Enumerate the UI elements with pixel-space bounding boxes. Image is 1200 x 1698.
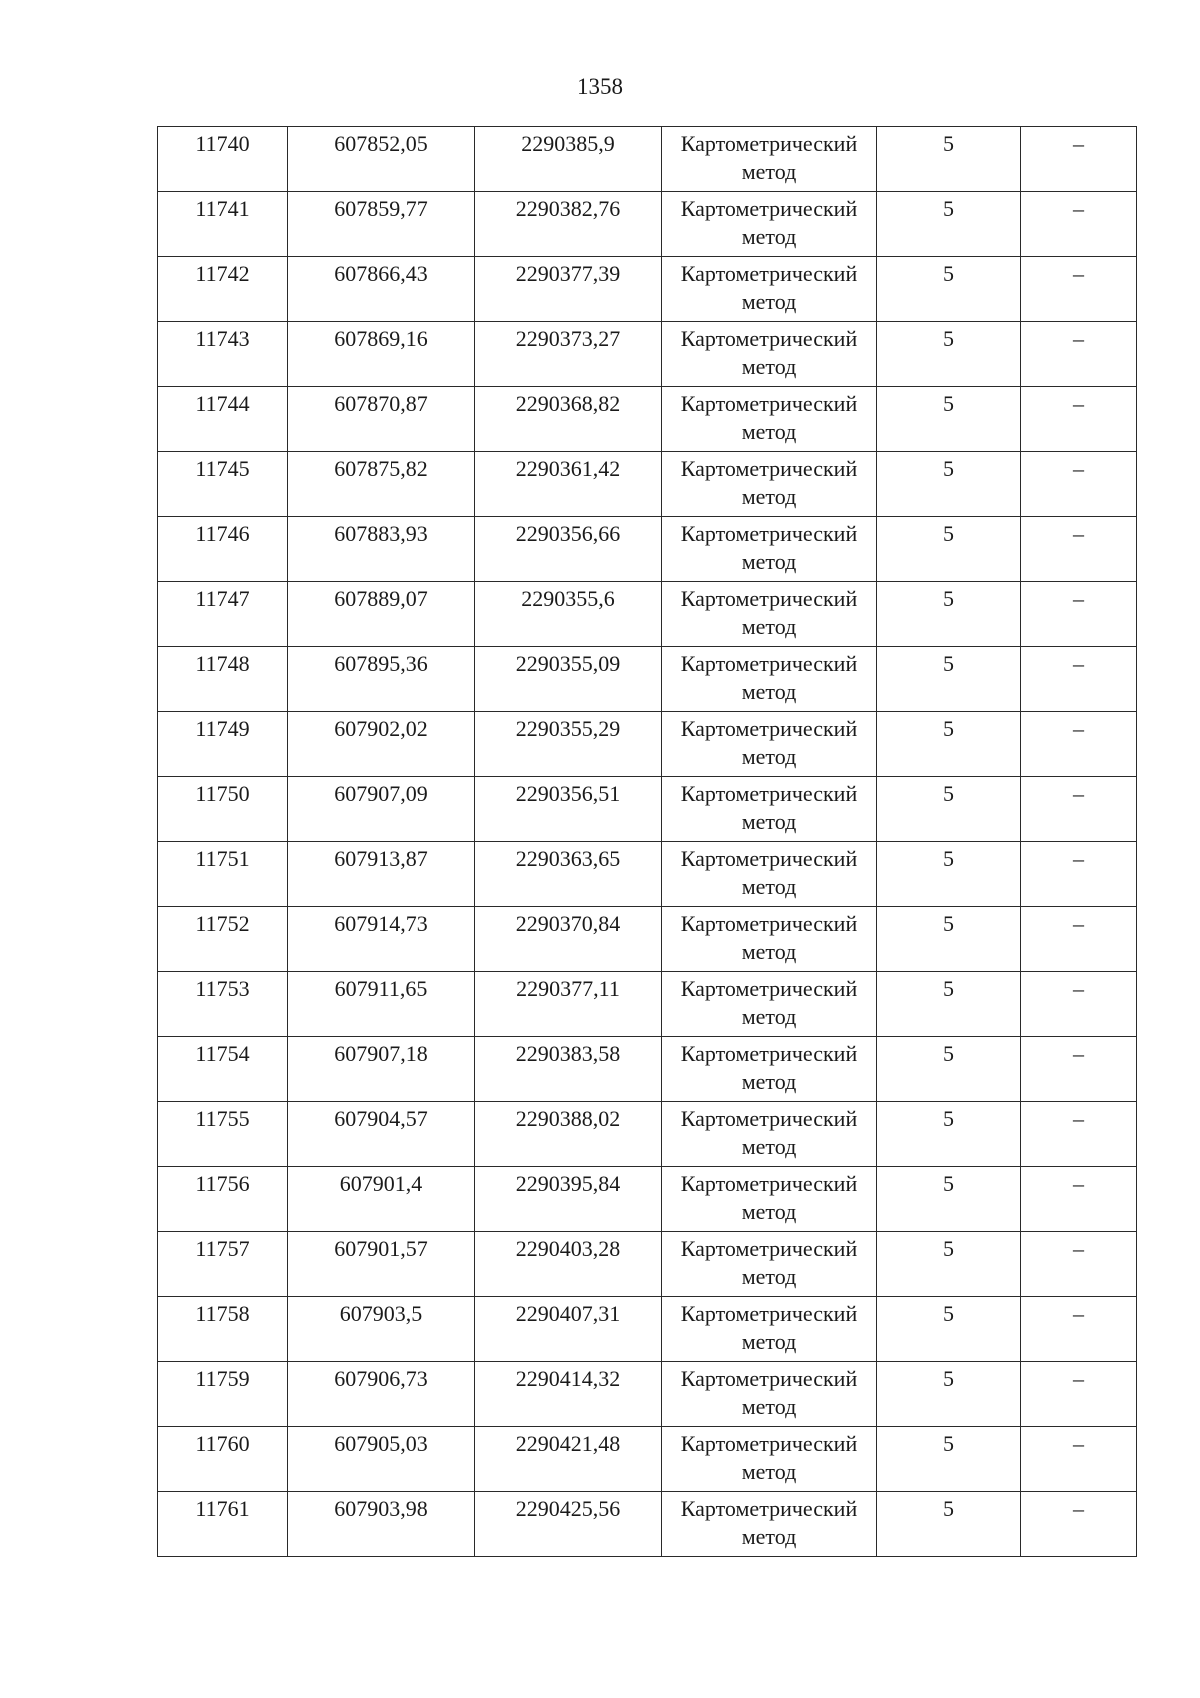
accuracy-text: 5 xyxy=(943,651,954,676)
point-number-text: 11761 xyxy=(195,1496,250,1521)
table-row xyxy=(158,1232,1137,1297)
method-cell xyxy=(662,647,877,712)
y-coordinate-cell xyxy=(475,582,662,647)
method-text: Картометрический метод xyxy=(680,196,858,249)
x-coordinate-text: 607914,73 xyxy=(334,911,428,936)
point-number-text: 11749 xyxy=(195,716,250,741)
accuracy-cell xyxy=(877,1102,1021,1167)
x-coordinate-cell xyxy=(288,452,475,517)
method-text: Картометрический метод xyxy=(680,1236,858,1289)
note-cell xyxy=(1021,712,1137,777)
method-cell xyxy=(662,192,877,257)
x-coordinate-cell xyxy=(288,1297,475,1362)
y-coordinate-cell xyxy=(475,777,662,842)
method-text: Картометрический метод xyxy=(680,391,858,444)
accuracy-text: 5 xyxy=(943,781,954,806)
accuracy-text: 5 xyxy=(943,131,954,156)
note-cell xyxy=(1021,192,1137,257)
x-coordinate-text: 607883,93 xyxy=(334,521,428,546)
accuracy-text: 5 xyxy=(943,1496,954,1521)
method-text: Картометрический метод xyxy=(680,1041,858,1094)
y-coordinate-cell xyxy=(475,1167,662,1232)
note-text: – xyxy=(1073,1366,1084,1391)
method-text: Картометрический метод xyxy=(680,781,858,834)
accuracy-text: 5 xyxy=(943,1301,954,1326)
method-cell xyxy=(662,842,877,907)
x-coordinate-text: 607903,5 xyxy=(339,1301,423,1326)
point-number-cell xyxy=(158,972,288,1037)
accuracy-cell xyxy=(877,452,1021,517)
accuracy-text: 5 xyxy=(943,716,954,741)
y-coordinate-cell xyxy=(475,257,662,322)
note-text: – xyxy=(1073,196,1084,221)
method-text: Картометрический метод xyxy=(680,326,858,379)
y-coordinate-text: 2290414,32 xyxy=(515,1366,621,1391)
y-coordinate-cell xyxy=(475,322,662,387)
point-number-cell xyxy=(158,1102,288,1167)
note-cell xyxy=(1021,1102,1137,1167)
x-coordinate-text: 607904,57 xyxy=(334,1106,428,1131)
accuracy-cell xyxy=(877,777,1021,842)
accuracy-cell xyxy=(877,842,1021,907)
point-number-cell xyxy=(158,452,288,517)
point-number-cell xyxy=(158,647,288,712)
accuracy-cell xyxy=(877,1297,1021,1362)
point-number-text: 11745 xyxy=(195,456,250,481)
y-coordinate-cell xyxy=(475,972,662,1037)
x-coordinate-cell xyxy=(288,1427,475,1492)
table-row xyxy=(158,1037,1137,1102)
x-coordinate-cell xyxy=(288,322,475,387)
note-cell xyxy=(1021,387,1137,452)
x-coordinate-text: 607875,82 xyxy=(334,456,428,481)
y-coordinate-text: 2290368,82 xyxy=(515,391,621,416)
note-text: – xyxy=(1073,1171,1084,1196)
x-coordinate-text: 607911,65 xyxy=(334,976,428,1001)
note-cell xyxy=(1021,1362,1137,1427)
method-text: Картометрический метод xyxy=(680,911,858,964)
accuracy-cell xyxy=(877,1427,1021,1492)
note-text: – xyxy=(1073,586,1084,611)
x-coordinate-text: 607906,73 xyxy=(334,1366,428,1391)
table-row xyxy=(158,322,1137,387)
method-cell xyxy=(662,1037,877,1102)
point-number-text: 11759 xyxy=(195,1366,250,1391)
x-coordinate-cell xyxy=(288,842,475,907)
point-number-text: 11757 xyxy=(195,1236,250,1261)
y-coordinate-cell xyxy=(475,712,662,777)
accuracy-text: 5 xyxy=(943,911,954,936)
point-number-cell xyxy=(158,712,288,777)
accuracy-cell xyxy=(877,1167,1021,1232)
point-number-cell xyxy=(158,1037,288,1102)
table-row xyxy=(158,1427,1137,1492)
note-text: – xyxy=(1073,911,1084,936)
point-number-cell xyxy=(158,842,288,907)
point-number-text: 11756 xyxy=(195,1171,250,1196)
accuracy-cell xyxy=(877,1362,1021,1427)
point-number-cell xyxy=(158,1362,288,1427)
point-number-text: 11758 xyxy=(195,1301,250,1326)
y-coordinate-text: 2290395,84 xyxy=(515,1171,621,1196)
y-coordinate-text: 2290377,39 xyxy=(515,261,621,286)
table-row xyxy=(158,387,1137,452)
method-cell xyxy=(662,777,877,842)
x-coordinate-cell xyxy=(288,1492,475,1557)
note-cell xyxy=(1021,777,1137,842)
x-coordinate-cell xyxy=(288,712,475,777)
note-text: – xyxy=(1073,1496,1084,1521)
point-number-cell xyxy=(158,1232,288,1297)
x-coordinate-cell xyxy=(288,1102,475,1167)
method-cell xyxy=(662,1232,877,1297)
note-cell xyxy=(1021,972,1137,1037)
x-coordinate-cell xyxy=(288,1037,475,1102)
y-coordinate-text: 2290361,42 xyxy=(515,456,621,481)
x-coordinate-cell xyxy=(288,1362,475,1427)
accuracy-text: 5 xyxy=(943,976,954,1001)
table-row xyxy=(158,582,1137,647)
note-text: – xyxy=(1073,391,1084,416)
y-coordinate-cell xyxy=(475,517,662,582)
point-number-text: 11755 xyxy=(195,1106,250,1131)
table-row xyxy=(158,777,1137,842)
method-text: Картометрический метод xyxy=(680,846,858,899)
x-coordinate-text: 607895,36 xyxy=(334,651,428,676)
note-text: – xyxy=(1073,1106,1084,1131)
x-coordinate-cell xyxy=(288,972,475,1037)
point-number-text: 11750 xyxy=(195,781,250,806)
accuracy-text: 5 xyxy=(943,1171,954,1196)
method-text: Картометрический метод xyxy=(680,1301,858,1354)
point-number-cell xyxy=(158,1427,288,1492)
x-coordinate-text: 607869,16 xyxy=(334,326,428,351)
method-text: Картометрический метод xyxy=(680,1171,858,1224)
table-row xyxy=(158,452,1137,517)
note-text: – xyxy=(1073,261,1084,286)
method-cell xyxy=(662,1167,877,1232)
x-coordinate-cell xyxy=(288,192,475,257)
note-cell xyxy=(1021,1297,1137,1362)
y-coordinate-text: 2290388,02 xyxy=(515,1106,621,1131)
x-coordinate-cell xyxy=(288,257,475,322)
x-coordinate-cell xyxy=(288,517,475,582)
accuracy-text: 5 xyxy=(943,846,954,871)
y-coordinate-cell xyxy=(475,387,662,452)
x-coordinate-text: 607852,05 xyxy=(334,131,428,156)
y-coordinate-text: 2290355,29 xyxy=(515,716,621,741)
method-cell xyxy=(662,1492,877,1557)
y-coordinate-text: 2290383,58 xyxy=(515,1041,621,1066)
note-text: – xyxy=(1073,326,1084,351)
page-number: 1358 xyxy=(577,74,623,99)
y-coordinate-cell xyxy=(475,907,662,972)
y-coordinate-text: 2290356,51 xyxy=(515,781,621,806)
accuracy-cell xyxy=(877,127,1021,192)
point-number-text: 11740 xyxy=(195,131,250,156)
y-coordinate-cell xyxy=(475,1232,662,1297)
accuracy-text: 5 xyxy=(943,196,954,221)
method-cell xyxy=(662,517,877,582)
accuracy-cell xyxy=(877,192,1021,257)
note-text: – xyxy=(1073,651,1084,676)
y-coordinate-cell xyxy=(475,127,662,192)
method-text: Картометрический метод xyxy=(680,261,858,314)
method-cell xyxy=(662,1102,877,1167)
x-coordinate-cell xyxy=(288,582,475,647)
method-text: Картометрический метод xyxy=(680,1366,858,1419)
y-coordinate-cell xyxy=(475,192,662,257)
accuracy-cell xyxy=(877,712,1021,777)
y-coordinate-cell xyxy=(475,1492,662,1557)
table-row xyxy=(158,1167,1137,1232)
y-coordinate-cell xyxy=(475,1102,662,1167)
y-coordinate-text: 2290377,11 xyxy=(516,976,620,1001)
x-coordinate-text: 607903,98 xyxy=(334,1496,428,1521)
note-text: – xyxy=(1073,1431,1084,1456)
y-coordinate-text: 2290403,28 xyxy=(515,1236,621,1261)
method-cell xyxy=(662,452,877,517)
method-cell xyxy=(662,972,877,1037)
point-number-text: 11747 xyxy=(195,586,250,611)
method-cell xyxy=(662,582,877,647)
point-number-cell xyxy=(158,322,288,387)
note-text: – xyxy=(1073,456,1084,481)
y-coordinate-cell xyxy=(475,1297,662,1362)
note-cell xyxy=(1021,842,1137,907)
point-number-text: 11760 xyxy=(195,1431,250,1456)
method-cell xyxy=(662,907,877,972)
point-number-cell xyxy=(158,517,288,582)
point-number-cell xyxy=(158,1167,288,1232)
method-cell xyxy=(662,257,877,322)
table-row xyxy=(158,647,1137,712)
y-coordinate-cell xyxy=(475,1362,662,1427)
y-coordinate-text: 2290363,65 xyxy=(515,846,621,871)
table-row xyxy=(158,907,1137,972)
method-text: Картометрический метод xyxy=(680,716,858,769)
x-coordinate-cell xyxy=(288,647,475,712)
table-row xyxy=(158,1362,1137,1427)
method-text: Картометрический метод xyxy=(680,586,858,639)
point-number-text: 11744 xyxy=(195,391,250,416)
y-coordinate-text: 2290355,6 xyxy=(521,586,615,611)
point-number-cell xyxy=(158,257,288,322)
y-coordinate-cell xyxy=(475,1037,662,1102)
table-row xyxy=(158,127,1137,192)
y-coordinate-text: 2290355,09 xyxy=(515,651,621,676)
x-coordinate-text: 607901,4 xyxy=(339,1171,423,1196)
note-text: – xyxy=(1073,1301,1084,1326)
point-number-text: 11742 xyxy=(195,261,250,286)
note-cell xyxy=(1021,1492,1137,1557)
x-coordinate-cell xyxy=(288,1167,475,1232)
x-coordinate-text: 607907,09 xyxy=(334,781,428,806)
accuracy-cell xyxy=(877,582,1021,647)
point-number-cell xyxy=(158,192,288,257)
note-cell xyxy=(1021,127,1137,192)
method-cell xyxy=(662,1427,877,1492)
note-cell xyxy=(1021,452,1137,517)
y-coordinate-text: 2290382,76 xyxy=(515,196,621,221)
method-text: Картометрический метод xyxy=(680,1106,858,1159)
x-coordinate-text: 607870,87 xyxy=(334,391,428,416)
table-row xyxy=(158,972,1137,1037)
note-text: – xyxy=(1073,976,1084,1001)
method-text: Картометрический метод xyxy=(680,131,858,184)
accuracy-cell xyxy=(877,517,1021,582)
x-coordinate-text: 607889,07 xyxy=(334,586,428,611)
method-text: Картометрический метод xyxy=(680,651,858,704)
accuracy-cell xyxy=(877,647,1021,712)
y-coordinate-text: 2290373,27 xyxy=(515,326,621,351)
x-coordinate-cell xyxy=(288,777,475,842)
x-coordinate-text: 607905,03 xyxy=(334,1431,428,1456)
note-text: – xyxy=(1073,1236,1084,1261)
accuracy-cell xyxy=(877,907,1021,972)
accuracy-cell xyxy=(877,387,1021,452)
point-number-text: 11743 xyxy=(195,326,250,351)
point-number-cell xyxy=(158,1492,288,1557)
y-coordinate-text: 2290407,31 xyxy=(515,1301,621,1326)
x-coordinate-text: 607902,02 xyxy=(334,716,428,741)
table-row xyxy=(158,257,1137,322)
point-number-text: 11754 xyxy=(195,1041,250,1066)
x-coordinate-text: 607907,18 xyxy=(334,1041,428,1066)
accuracy-text: 5 xyxy=(943,1431,954,1456)
table-row xyxy=(158,517,1137,582)
point-number-cell xyxy=(158,582,288,647)
table-row xyxy=(158,712,1137,777)
point-number-text: 11746 xyxy=(195,521,250,546)
point-number-cell xyxy=(158,1297,288,1362)
y-coordinate-text: 2290421,48 xyxy=(515,1431,621,1456)
point-number-text: 11752 xyxy=(195,911,250,936)
point-number-text: 11748 xyxy=(195,651,250,676)
note-cell xyxy=(1021,647,1137,712)
point-number-text: 11741 xyxy=(195,196,250,221)
note-text: – xyxy=(1073,1041,1084,1066)
table-row xyxy=(158,192,1137,257)
accuracy-cell xyxy=(877,1492,1021,1557)
y-coordinate-text: 2290425,56 xyxy=(515,1496,621,1521)
x-coordinate-text: 607859,77 xyxy=(334,196,428,221)
y-coordinate-cell xyxy=(475,1427,662,1492)
note-cell xyxy=(1021,582,1137,647)
accuracy-text: 5 xyxy=(943,456,954,481)
point-number-text: 11753 xyxy=(195,976,250,1001)
y-coordinate-cell xyxy=(475,842,662,907)
method-text: Картометрический метод xyxy=(680,521,858,574)
note-text: – xyxy=(1073,781,1084,806)
method-cell xyxy=(662,1297,877,1362)
method-text: Картометрический метод xyxy=(680,1496,858,1549)
note-text: – xyxy=(1073,521,1084,546)
method-text: Картометрический метод xyxy=(680,1431,858,1484)
accuracy-cell xyxy=(877,257,1021,322)
note-cell xyxy=(1021,1427,1137,1492)
accuracy-text: 5 xyxy=(943,586,954,611)
accuracy-text: 5 xyxy=(943,261,954,286)
x-coordinate-text: 607901,57 xyxy=(334,1236,428,1261)
note-cell xyxy=(1021,1037,1137,1102)
accuracy-text: 5 xyxy=(943,391,954,416)
accuracy-text: 5 xyxy=(943,326,954,351)
accuracy-cell xyxy=(877,1037,1021,1102)
method-text: Картометрический метод xyxy=(680,976,858,1029)
note-cell xyxy=(1021,1232,1137,1297)
y-coordinate-text: 2290356,66 xyxy=(515,521,621,546)
method-cell xyxy=(662,1362,877,1427)
point-number-cell xyxy=(158,777,288,842)
table-row xyxy=(158,1102,1137,1167)
x-coordinate-text: 607913,87 xyxy=(334,846,428,871)
y-coordinate-text: 2290385,9 xyxy=(521,131,615,156)
note-cell xyxy=(1021,907,1137,972)
coordinates-table xyxy=(157,126,1137,1557)
accuracy-cell xyxy=(877,1232,1021,1297)
accuracy-text: 5 xyxy=(943,1236,954,1261)
point-number-cell xyxy=(158,907,288,972)
method-cell xyxy=(662,387,877,452)
method-cell xyxy=(662,712,877,777)
point-number-cell xyxy=(158,387,288,452)
x-coordinate-cell xyxy=(288,1232,475,1297)
accuracy-text: 5 xyxy=(943,1041,954,1066)
table-row xyxy=(158,842,1137,907)
note-text: – xyxy=(1073,846,1084,871)
point-number-cell xyxy=(158,127,288,192)
x-coordinate-cell xyxy=(288,907,475,972)
note-text: – xyxy=(1073,716,1084,741)
point-number-text: 11751 xyxy=(195,846,250,871)
note-text: – xyxy=(1073,131,1084,156)
x-coordinate-cell xyxy=(288,387,475,452)
note-cell xyxy=(1021,322,1137,387)
table-row xyxy=(158,1492,1137,1557)
accuracy-cell xyxy=(877,972,1021,1037)
y-coordinate-cell xyxy=(475,647,662,712)
note-cell xyxy=(1021,517,1137,582)
method-cell xyxy=(662,322,877,387)
table-row xyxy=(158,1297,1137,1362)
accuracy-text: 5 xyxy=(943,1106,954,1131)
table-body xyxy=(158,127,1137,1557)
method-text: Картометрический метод xyxy=(680,456,858,509)
y-coordinate-text: 2290370,84 xyxy=(515,911,621,936)
accuracy-cell xyxy=(877,322,1021,387)
accuracy-text: 5 xyxy=(943,521,954,546)
note-cell xyxy=(1021,1167,1137,1232)
note-cell xyxy=(1021,257,1137,322)
y-coordinate-cell xyxy=(475,452,662,517)
x-coordinate-text: 607866,43 xyxy=(334,261,428,286)
accuracy-text: 5 xyxy=(943,1366,954,1391)
x-coordinate-cell xyxy=(288,127,475,192)
method-cell xyxy=(662,127,877,192)
